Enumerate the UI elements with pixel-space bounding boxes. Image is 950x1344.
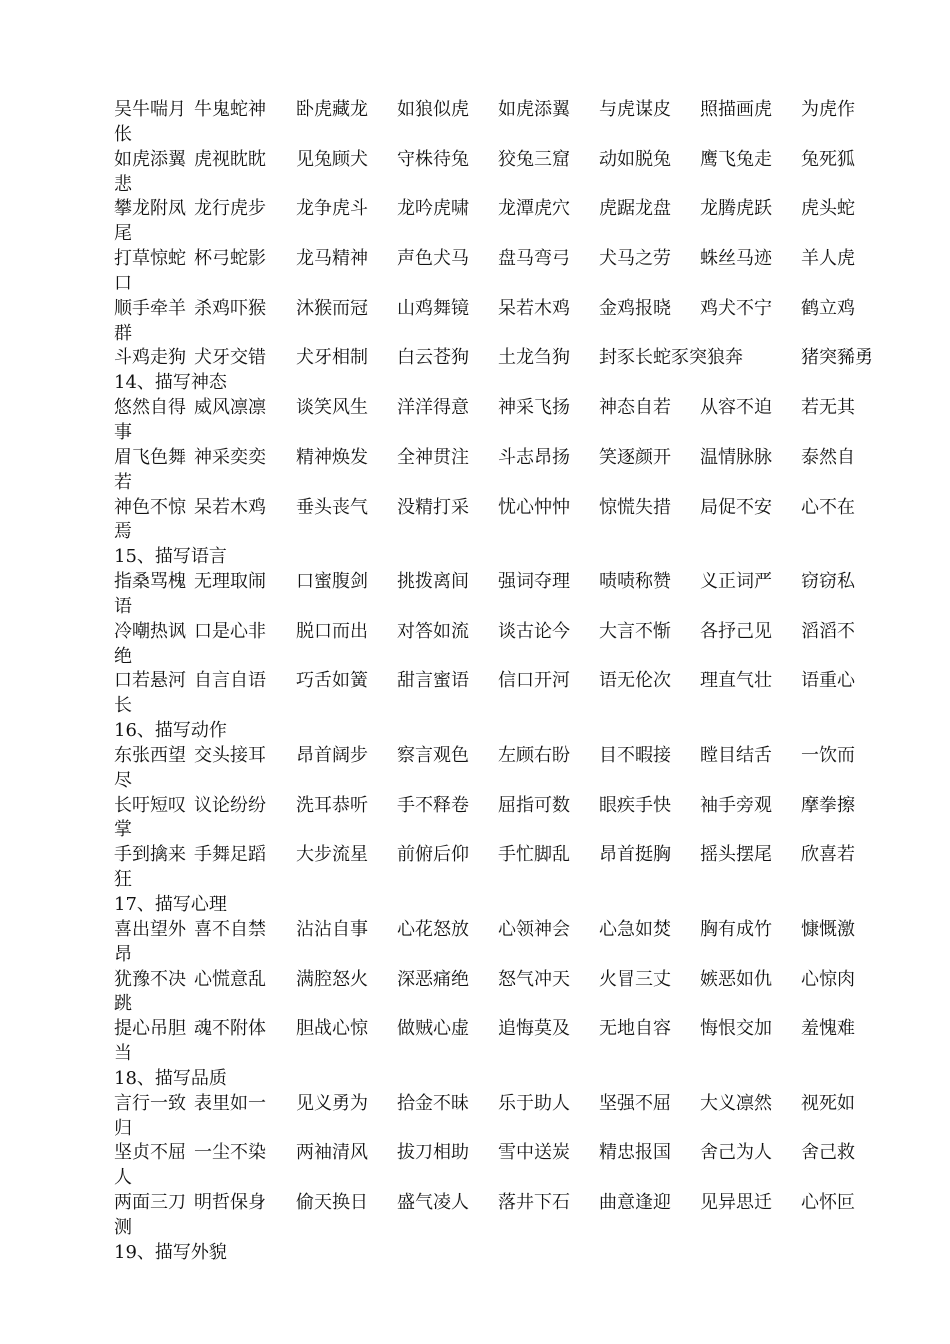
idiom-cell: 摩拳擦 (801, 794, 855, 816)
idiom-cell: 沐猴而冠 (296, 297, 368, 319)
idiom-cell: 明哲保身 (194, 1192, 266, 1214)
idiom-cell: 口蜜腹剑 (296, 571, 368, 593)
idiom-row (114, 843, 864, 868)
idiom-cell: 见兔顾犬 (296, 148, 368, 170)
idiom-row-wrap: 绝 (114, 645, 132, 667)
idiom-cell: 义正词严 (700, 571, 772, 593)
idiom-cell: 昂首阔步 (296, 744, 368, 766)
idiom-cell: 打草惊蛇 (114, 248, 186, 270)
idiom-cell: 精忠报国 (599, 1142, 671, 1164)
idiom-cell: 顺手牵羊 (114, 297, 186, 319)
idiom-row-wrap: 跳 (114, 993, 132, 1015)
idiom-cell: 欣喜若 (801, 844, 855, 866)
idiom-cell: 眉飞色舞 (114, 446, 186, 468)
idiom-row-wrap: 伥 (114, 123, 132, 145)
idiom-cell: 舍己为人 (700, 1142, 772, 1164)
idiom-cell: 心不在 (801, 496, 855, 518)
idiom-row (114, 346, 873, 371)
section-heading: 18、描写品质 (114, 1067, 227, 1089)
idiom-cell: 猪突豨勇 (801, 347, 873, 369)
idiom-cell: 长吁短叹 (114, 794, 186, 816)
idiom-cell: 追悔莫及 (498, 1018, 570, 1040)
idiom-row-wrap: 口 (114, 272, 132, 294)
idiom-cell: 言行一致 (114, 1092, 186, 1114)
idiom-row-wrap: 狂 (114, 869, 132, 891)
idiom-cell: 心领神会 (498, 918, 570, 940)
idiom-cell: 口是心非 (194, 620, 266, 642)
idiom-row (114, 396, 864, 421)
idiom-cell: 笑逐颜开 (599, 446, 671, 468)
idiom-cell: 议论纷纷 (194, 794, 266, 816)
idiom-cell: 一饮而 (801, 744, 855, 766)
idiom-cell: 全神贯注 (397, 446, 469, 468)
idiom-cell: 龙马精神 (296, 248, 368, 270)
idiom-cell: 提心吊胆 (114, 1018, 186, 1040)
idiom-cell: 袖手旁观 (700, 794, 772, 816)
idiom-cell: 山鸡舞镜 (397, 297, 469, 319)
idiom-cell: 温情脉脉 (700, 446, 772, 468)
idiom-cell: 脱口而出 (296, 620, 368, 642)
idiom-cell: 精神焕发 (296, 446, 368, 468)
idiom-cell: 心惊肉 (801, 968, 855, 990)
section-heading: 15、描写语言 (114, 546, 227, 568)
idiom-cell: 如狼似虎 (397, 99, 469, 120)
idiom-cell: 与虎谋皮 (599, 99, 671, 120)
idiom-cell: 犹豫不决 (114, 968, 186, 990)
idiom-cell: 神采飞扬 (498, 397, 570, 419)
idiom-cell: 牛鬼蛇神 (194, 99, 266, 120)
idiom-cell: 没精打采 (397, 496, 469, 518)
idiom-cell: 拔刀相助 (397, 1142, 469, 1164)
idiom-cell: 封豕长蛇豕突狼奔 (599, 347, 743, 369)
idiom-cell: 曲意逢迎 (599, 1192, 671, 1214)
idiom-cell: 洗耳恭听 (296, 794, 368, 816)
idiom-row-wrap: 人 (114, 1167, 132, 1189)
idiom-cell: 喜不自禁 (194, 918, 266, 940)
idiom-cell: 察言观色 (397, 744, 469, 766)
idiom-cell: 摇头摆尾 (700, 844, 772, 866)
idiom-row-wrap: 若 (114, 471, 132, 493)
idiom-cell: 左顾右盼 (498, 744, 570, 766)
idiom-cell: 心花怒放 (397, 918, 469, 940)
idiom-cell: 交头接耳 (194, 744, 266, 766)
idiom-cell: 一尘不染 (194, 1142, 266, 1164)
idiom-cell: 呆若木鸡 (194, 496, 266, 518)
idiom-cell: 金鸡报晓 (599, 297, 671, 319)
idiom-cell: 理直气壮 (700, 670, 772, 692)
idiom-cell: 垂头丧气 (296, 496, 368, 518)
idiom-cell: 呆若木鸡 (498, 297, 570, 319)
idiom-cell: 见义勇为 (296, 1092, 368, 1114)
idiom-cell: 表里如一 (194, 1092, 266, 1114)
idiom-cell: 坚贞不屈 (114, 1142, 186, 1164)
idiom-cell: 杯弓蛇影 (194, 248, 266, 270)
idiom-cell: 攀龙附凤 (114, 198, 186, 220)
idiom-cell: 心慌意乱 (194, 968, 266, 990)
idiom-cell: 拾金不昧 (397, 1092, 469, 1114)
idiom-row (114, 496, 864, 521)
idiom-row (114, 620, 864, 645)
idiom-cell: 犬牙交错 (194, 347, 266, 369)
idiom-cell: 虎视眈眈 (194, 148, 266, 170)
idiom-cell: 羞愧难 (801, 1018, 855, 1040)
idiom-cell: 坚强不屈 (599, 1092, 671, 1114)
idiom-cell: 谈古论今 (498, 620, 570, 642)
idiom-row (114, 297, 864, 322)
idiom-cell: 啧啧称赞 (599, 571, 671, 593)
idiom-cell: 沾沾自事 (296, 918, 368, 940)
idiom-cell: 前俯后仰 (397, 844, 469, 866)
idiom-row-wrap: 昂 (114, 943, 132, 965)
idiom-cell: 犬马之劳 (599, 248, 671, 270)
idiom-row (114, 968, 864, 993)
idiom-cell: 各抒己见 (700, 620, 772, 642)
idiom-cell: 如虎添翼 (498, 99, 570, 120)
idiom-cell: 慷慨激 (801, 918, 855, 940)
idiom-cell: 从容不迫 (700, 397, 772, 419)
idiom-cell: 威风凛凛 (194, 397, 266, 419)
idiom-cell: 悔恨交加 (700, 1018, 772, 1040)
idiom-cell: 深恶痛绝 (397, 968, 469, 990)
idiom-row (114, 669, 864, 694)
idiom-cell: 眼疾手快 (599, 794, 671, 816)
idiom-row-wrap: 尽 (114, 769, 132, 791)
idiom-row (114, 1092, 864, 1117)
idiom-cell: 舍己救 (801, 1142, 855, 1164)
idiom-cell: 手忙脚乱 (498, 844, 570, 866)
idiom-cell: 斗鸡走狗 (114, 347, 186, 369)
idiom-cell: 鸡犬不宁 (700, 297, 772, 319)
idiom-cell: 吴牛喘月 (114, 99, 186, 120)
idiom-row-wrap: 群 (114, 322, 132, 344)
idiom-row (114, 1017, 864, 1042)
idiom-cell: 火冒三丈 (599, 968, 671, 990)
idiom-row (114, 98, 864, 123)
idiom-cell: 鹤立鸡 (801, 297, 855, 319)
idiom-cell: 口若悬河 (114, 670, 186, 692)
idiom-row (114, 918, 864, 943)
idiom-cell: 杀鸡吓猴 (194, 297, 266, 319)
idiom-row-wrap: 当 (114, 1043, 132, 1065)
idiom-cell: 手不释卷 (397, 794, 469, 816)
idiom-cell: 目不暇接 (599, 744, 671, 766)
idiom-row-wrap: 测 (114, 1216, 132, 1238)
idiom-cell: 若无其 (801, 397, 855, 419)
idiom-cell: 鹰飞兔走 (700, 148, 772, 170)
idiom-cell: 甜言蜜语 (397, 670, 469, 692)
idiom-cell: 神采奕奕 (194, 446, 266, 468)
idiom-cell: 瞠目结舌 (700, 744, 772, 766)
idiom-cell: 如虎添翼 (114, 148, 186, 170)
idiom-cell: 屈指可数 (498, 794, 570, 816)
idiom-cell: 龙潭虎穴 (498, 198, 570, 220)
idiom-cell: 悠然自得 (114, 397, 186, 419)
idiom-cell: 两袖清风 (296, 1142, 368, 1164)
idiom-cell: 雪中送炭 (498, 1142, 570, 1164)
idiom-cell: 昂首挺胸 (599, 844, 671, 866)
idiom-cell: 强词夺理 (498, 571, 570, 593)
idiom-row (114, 570, 864, 595)
idiom-cell: 为虎作 (801, 99, 855, 120)
idiom-cell: 东张西望 (114, 744, 186, 766)
section-heading: 19、描写外貌 (114, 1241, 227, 1263)
section-heading: 17、描写心理 (114, 894, 227, 915)
idiom-cell: 龙吟虎啸 (397, 198, 469, 220)
idiom-cell: 蛛丝马迹 (700, 248, 772, 270)
section-heading: 16、描写动作 (114, 720, 227, 742)
idiom-cell: 盛气凌人 (397, 1192, 469, 1214)
idiom-cell: 无理取闹 (194, 571, 266, 593)
idiom-cell: 神色不惊 (114, 496, 186, 518)
idiom-cell: 视死如 (801, 1092, 855, 1114)
idiom-cell: 语重心 (801, 670, 855, 692)
idiom-row-wrap: 掌 (114, 819, 132, 841)
idiom-row (114, 744, 864, 769)
idiom-cell: 斗志昂扬 (498, 446, 570, 468)
idiom-cell: 虎头蛇 (801, 198, 855, 220)
idiom-row-wrap: 事 (114, 421, 132, 443)
idiom-cell: 乐于助人 (498, 1092, 570, 1114)
idiom-cell: 动如脱兔 (599, 148, 671, 170)
idiom-row-wrap: 尾 (114, 223, 132, 245)
section-heading: 14、描写神态 (114, 372, 227, 394)
idiom-cell: 泰然自 (801, 446, 855, 468)
idiom-cell: 无地自容 (599, 1018, 671, 1040)
idiom-cell: 龙争虎斗 (296, 198, 368, 220)
idiom-cell: 土龙刍狗 (498, 347, 570, 369)
idiom-row (114, 247, 864, 272)
idiom-cell: 狡兔三窟 (498, 148, 570, 170)
idiom-cell: 心急如焚 (599, 918, 671, 940)
idiom-cell: 喜出望外 (114, 918, 186, 940)
idiom-row-wrap: 语 (114, 595, 132, 617)
idiom-row-wrap: 焉 (114, 521, 132, 543)
idiom-cell: 魂不附体 (194, 1018, 266, 1040)
idiom-cell: 守株待兔 (397, 148, 469, 170)
idiom-cell: 挑拨离间 (397, 571, 469, 593)
idiom-cell: 冷嘲热讽 (114, 620, 186, 642)
idiom-cell: 对答如流 (397, 620, 469, 642)
idiom-cell: 见异思迁 (700, 1192, 772, 1214)
idiom-row-wrap: 长 (114, 695, 132, 717)
idiom-cell: 盘马弯弓 (498, 248, 570, 270)
idiom-cell: 怒气冲天 (498, 968, 570, 990)
idiom-cell: 胸有成竹 (700, 918, 772, 940)
idiom-cell: 洋洋得意 (397, 397, 469, 419)
idiom-row (114, 148, 864, 173)
idiom-row (114, 794, 864, 819)
idiom-cell: 滔滔不 (801, 620, 855, 642)
idiom-cell: 忧心忡忡 (498, 496, 570, 518)
idiom-cell: 嫉恶如仇 (700, 968, 772, 990)
idiom-cell: 谈笑风生 (296, 397, 368, 419)
idiom-cell: 胆战心惊 (296, 1018, 368, 1040)
idiom-row (114, 1191, 864, 1216)
idiom-cell: 做贼心虚 (397, 1018, 469, 1040)
idiom-cell: 指桑骂槐 (114, 571, 186, 593)
idiom-cell: 大义凛然 (700, 1092, 772, 1114)
idiom-cell: 白云苍狗 (397, 347, 469, 369)
idiom-cell: 照描画虎 (700, 99, 772, 120)
idiom-cell: 两面三刀 (114, 1192, 186, 1214)
idiom-cell: 落井下石 (498, 1192, 570, 1214)
idiom-cell: 语无伦次 (599, 670, 671, 692)
idiom-cell: 犬牙相制 (296, 347, 368, 369)
idiom-cell: 龙腾虎跃 (700, 198, 772, 220)
idiom-cell: 羊人虎 (801, 248, 855, 270)
idiom-row-wrap: 归 (114, 1117, 132, 1139)
document-body (114, 98, 873, 1266)
idiom-cell: 窃窃私 (801, 571, 855, 593)
idiom-cell: 局促不安 (700, 496, 772, 518)
idiom-cell: 偷天换日 (296, 1192, 368, 1214)
idiom-cell: 卧虎藏龙 (296, 99, 368, 120)
idiom-cell: 信口开河 (498, 670, 570, 692)
idiom-cell: 自言自语 (194, 670, 266, 692)
idiom-cell: 虎踞龙盘 (599, 198, 671, 220)
idiom-cell: 龙行虎步 (194, 198, 266, 220)
idiom-row (114, 1141, 864, 1166)
idiom-cell: 手舞足蹈 (194, 844, 266, 866)
idiom-row (114, 197, 864, 222)
idiom-cell: 满腔怒火 (296, 968, 368, 990)
idiom-row (114, 446, 864, 471)
idiom-cell: 大言不惭 (599, 620, 671, 642)
idiom-cell: 心怀叵 (801, 1192, 855, 1214)
idiom-cell: 惊慌失措 (599, 496, 671, 518)
idiom-cell: 兔死狐 (801, 148, 855, 170)
idiom-cell: 巧舌如簧 (296, 670, 368, 692)
idiom-cell: 声色犬马 (397, 248, 469, 270)
idiom-cell: 手到擒来 (114, 844, 186, 866)
idiom-cell: 神态自若 (599, 397, 671, 419)
idiom-row-wrap: 悲 (114, 173, 132, 195)
idiom-cell: 大步流星 (296, 844, 368, 866)
